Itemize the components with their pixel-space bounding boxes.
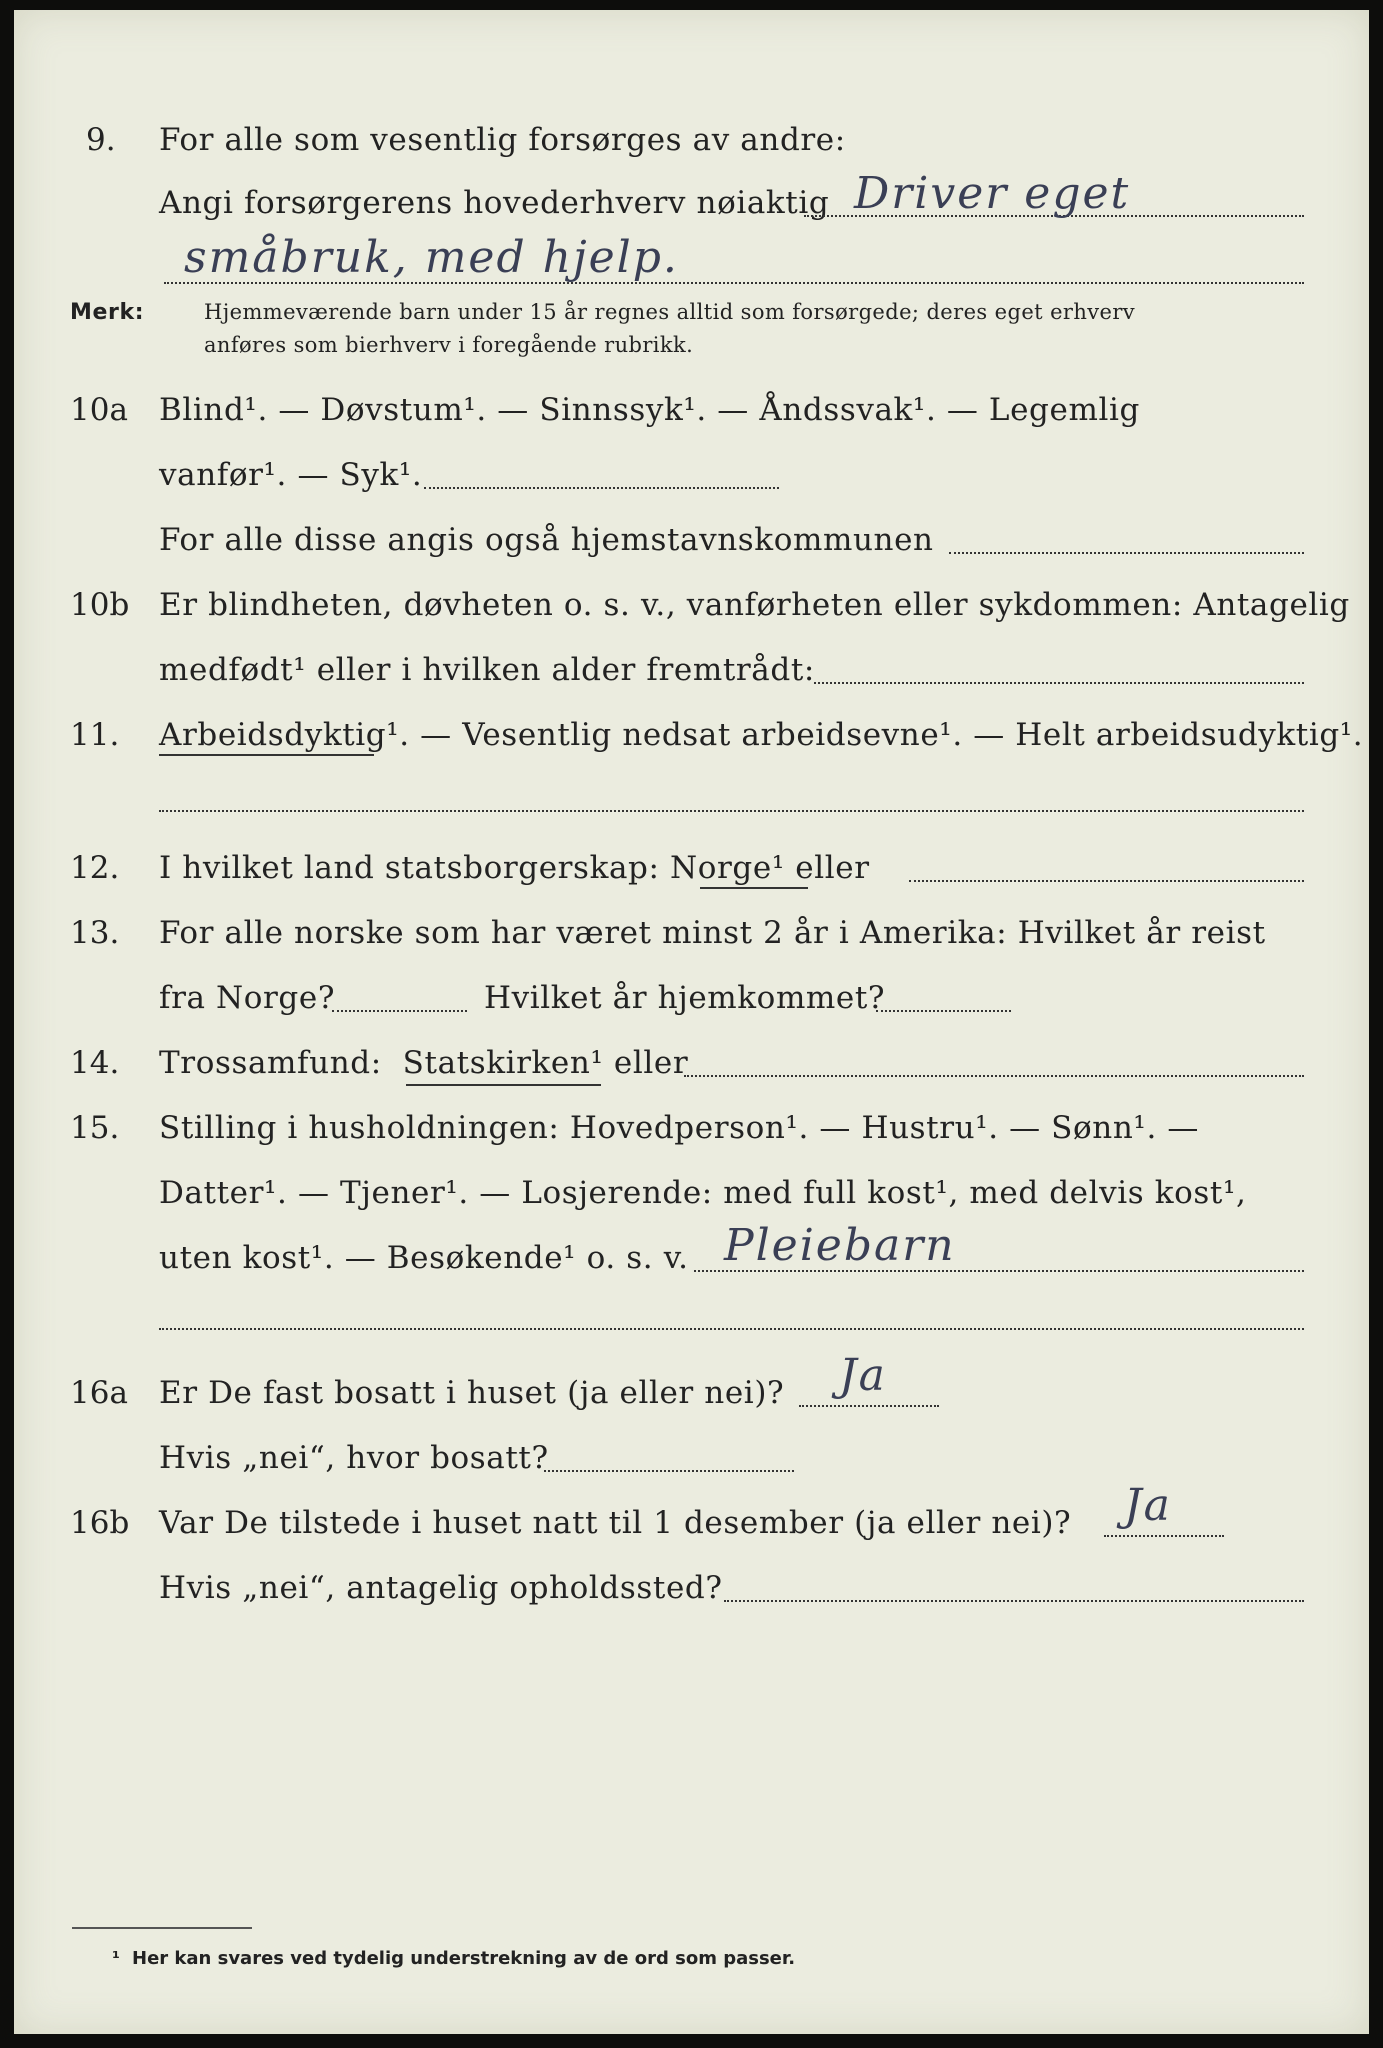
q14-option-statskirken: Statskirken <box>402 1045 591 1081</box>
q16a-line1: Er De fast bosatt i huset (ja eller nei)? <box>159 1375 785 1411</box>
q11-text <box>159 717 1363 753</box>
q13-line2b: Hvilket år hjemkommet? <box>484 980 886 1016</box>
merk-line1: Hjemmeværende barn under 15 år regnes alltid som forsørgede; deres eget erhverv <box>204 300 1136 324</box>
q16a-number: 16a <box>70 1375 128 1411</box>
q10b-line2: medfødt¹ eller i hvilken alder fremtrådt: <box>159 652 815 688</box>
q15-line3: uten kost¹. — Besøkende¹ o. s. v. <box>159 1240 689 1276</box>
q10b-line <box>814 682 1304 684</box>
q9-handwritten-answer1: Driver eget <box>854 168 1131 219</box>
q13-number: 13. <box>70 915 120 951</box>
merk-line2: anføres som bierhverv i foregående rubrikk. <box>204 333 694 357</box>
q13-reist-line <box>332 1010 467 1012</box>
q12-option-norge: Norge <box>670 850 772 886</box>
q9-number: 9. <box>86 122 116 158</box>
q16a-answer-line <box>799 1405 939 1407</box>
q10b-line1: Er blindheten, døvheten o. s. v., vanførheten eller sykdommen: Antagelig <box>159 587 1350 623</box>
q11-option-arbeidsdyktig: Arbeidsdyktig <box>159 717 387 753</box>
q15-extra-line <box>159 1328 1304 1330</box>
q15-line1: Stilling i husholdningen: Hovedperson¹. — Hustru¹. — Sønn¹. — <box>159 1110 1199 1146</box>
q11-number: 11. <box>70 717 120 753</box>
q16b-handwritten-answer: Ja <box>1124 1480 1172 1531</box>
q16a-bosatt-line <box>544 1470 794 1472</box>
q16b-number: 16b <box>70 1505 130 1541</box>
q14-line <box>684 1075 1304 1077</box>
q16b-line2: Hvis „nei“, antagelig opholdssted? <box>159 1570 723 1606</box>
q9-handwritten-answer2: småbruk, med hjelp. <box>184 232 679 283</box>
q11-rest: ¹. — Vesentlig nedsat arbeidsevne¹. — Helt arbeidsudyktig¹. <box>386 717 1364 753</box>
q10b-number: 10b <box>70 587 130 623</box>
census-form-page <box>14 10 1369 2034</box>
q11-answer-line <box>159 810 1304 812</box>
footnote-mark: ¹ <box>112 1948 120 1969</box>
q14-post: ¹ eller <box>590 1045 689 1081</box>
q9-line2: Angi forsørgerens hovederhverv nøiaktig <box>159 185 830 221</box>
q14-number: 14. <box>70 1045 120 1081</box>
q13-hjemkommet-line <box>876 1010 1011 1012</box>
q16b-opholdssted-line <box>724 1600 1304 1602</box>
q10a-syk-line <box>424 487 779 489</box>
q13-line2a: fra Norge? <box>159 980 336 1016</box>
q14-text <box>159 1045 688 1081</box>
q12-pre: I hvilket land statsborgerskap: <box>159 850 660 886</box>
q10a-line2: vanfør¹. — Syk¹. <box>159 457 423 493</box>
q13-line1: For alle norske som har været minst 2 år i Amerika: Hvilket år reist <box>159 915 1266 951</box>
q15-line2: Datter¹. — Tjener¹. — Losjerende: med full kost¹, med delvis kost¹, <box>159 1175 1247 1211</box>
q12-line <box>909 880 1304 882</box>
q10a-number: 10a <box>70 392 128 428</box>
merk-label: Merk: <box>70 300 145 325</box>
q16b-answer-line <box>1104 1535 1224 1537</box>
q12-underline <box>700 887 808 889</box>
q12-number: 12. <box>70 850 120 886</box>
q14-pre: Trossamfund: <box>159 1045 382 1081</box>
q16b-line1: Var De tilstede i huset natt til 1 desember (ja eller nei)? <box>159 1505 1072 1541</box>
q9-line1: For alle som vesentlig forsørges av andre: <box>159 122 846 158</box>
q15-number: 15. <box>70 1110 120 1146</box>
q16a-handwritten-answer: Ja <box>839 1350 887 1401</box>
footnote-text: Her kan svares ved tydelig understrekning av de ord som passer. <box>132 1948 796 1969</box>
q10a-line1: Blind¹. — Døvstum¹. — Sinnssyk¹. — Åndssvak¹. — Legemlig <box>159 392 1140 428</box>
q11-underline <box>159 754 374 756</box>
q12-post: ¹ eller <box>771 850 870 886</box>
q14-underline <box>406 1084 601 1086</box>
q16a-line2: Hvis „nei“, hvor bosatt? <box>159 1440 549 1476</box>
footnote-separator <box>72 1927 252 1929</box>
q15-handwritten-answer: Pleiebarn <box>724 1220 956 1271</box>
q12-text <box>159 850 870 886</box>
q10a-line3: For alle disse angis også hjemstavnskommunen <box>159 522 934 558</box>
q10a-kommune-line <box>949 552 1304 554</box>
